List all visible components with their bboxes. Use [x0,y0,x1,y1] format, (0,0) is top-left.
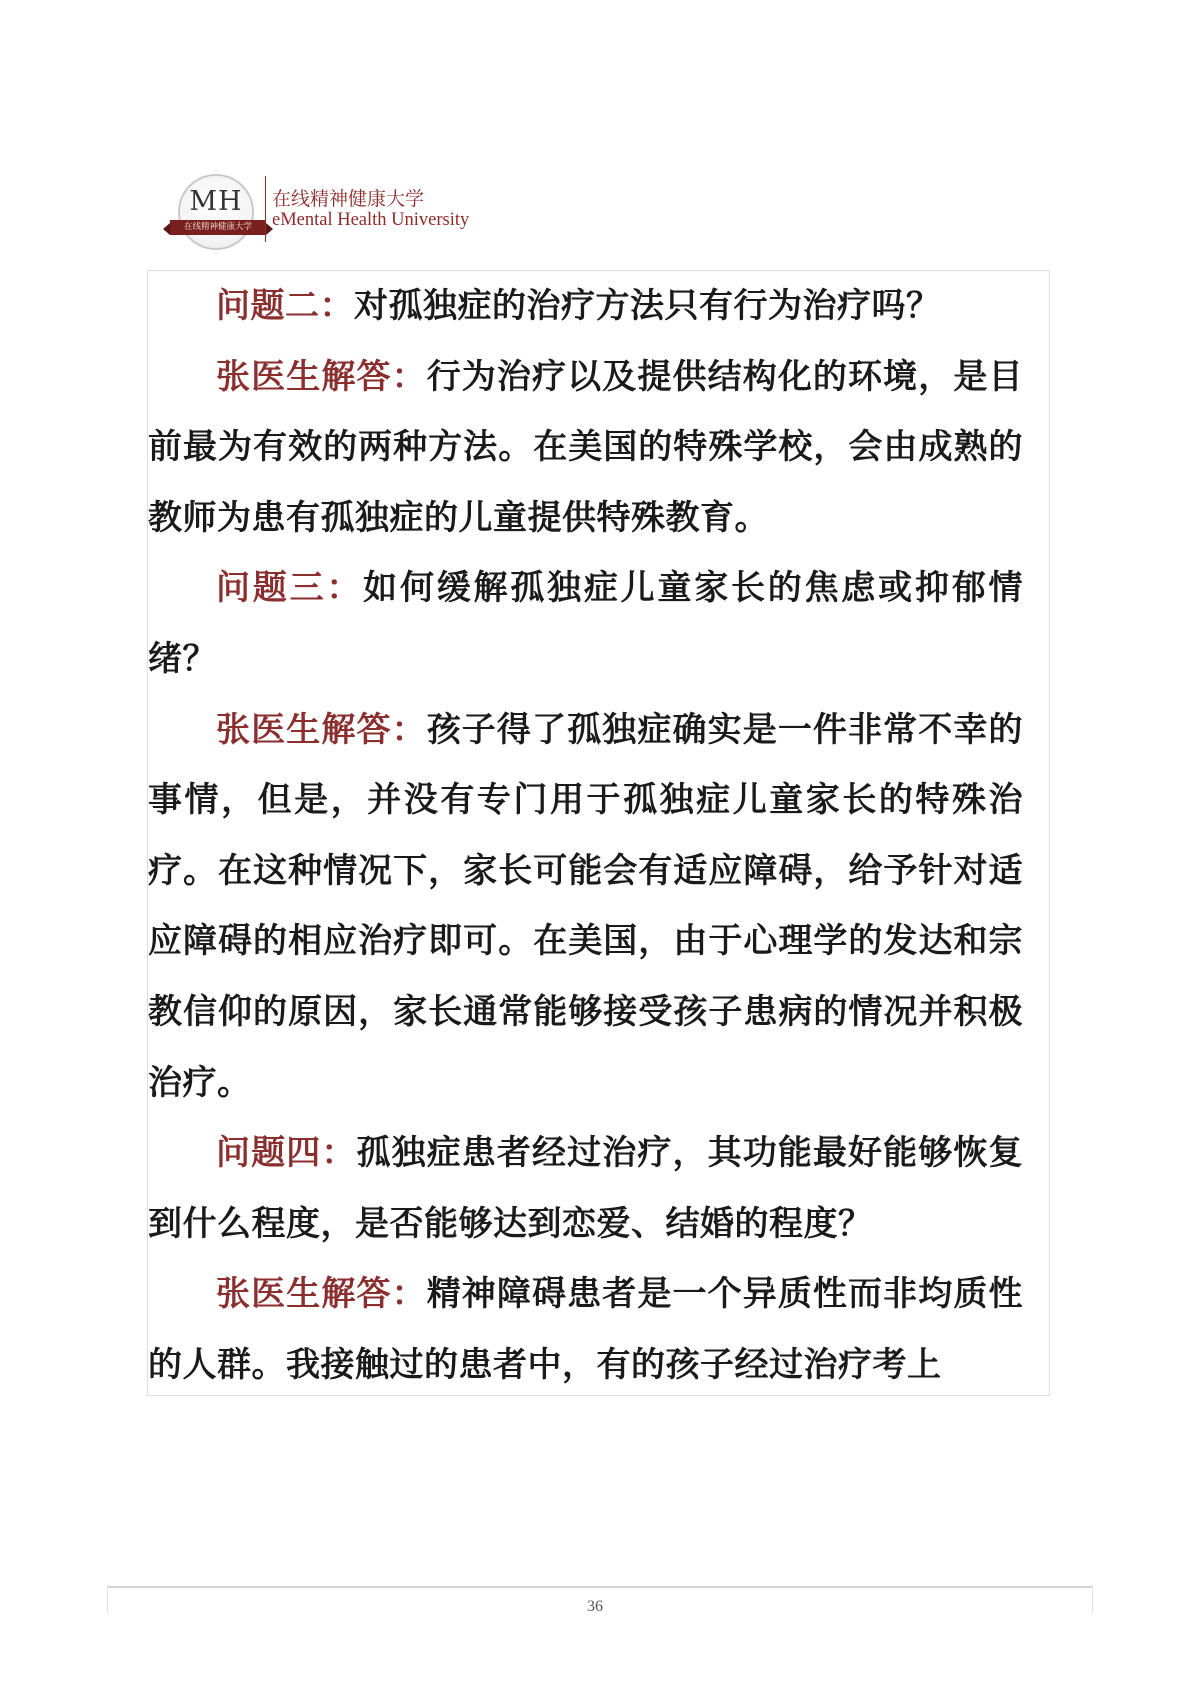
paragraph-question-2 [148,271,1023,342]
text-block [148,271,1023,1401]
question-label: 问题三： [216,568,364,609]
answer-label: 张医生解答： [216,356,427,397]
answer-label: 张医生解答： [216,709,427,750]
paragraph-answer-4 [148,1259,1023,1400]
question-label: 问题二： [216,286,354,326]
paragraph-question-4 [148,1118,1023,1259]
answer-text: 孩子得了孤独症确实是一件非常不幸的事情，但是，并没有专门用于孤独症儿童家长的特殊治疗。在这种情况下，家长可能会有适应障碍，给予针对适应障碍的相应治疗即可。在美国，由于心理学的发达和宗教信仰的原因，家长通常能够接受孩子患病的情况并积极治疗。 [148,709,1024,1103]
answer-label: 张医生解答： [216,1274,427,1315]
brand-name-chinese: 在线精神健康大学 [272,188,425,210]
brand-name-english: eMental Health University [272,210,470,230]
paragraph-question-3 [148,553,1023,694]
page-header [168,170,528,252]
answer-text: 精神障碍患者是一个异质性而非均质性的人群。我接触过的患者中，有的孩子经过治疗考上 [148,1274,1024,1385]
logo-divider [265,176,266,242]
question-text: 对孤独症的治疗方法只有行为治疗吗？ [354,286,941,326]
mh-logo-icon [178,174,254,250]
paragraph-answer-2 [148,342,1023,554]
logo-ribbon: 在线精神健康大学 [170,220,266,235]
question-label: 问题四： [216,1133,357,1174]
content-frame [147,270,1050,1396]
question-text: 孤独症患者经过治疗，其功能最好能够恢复到什么程度，是否能够达到恋爱、结婚的程度？ [148,1133,1024,1244]
question-text: 如何缓解孤独症儿童家长的焦虑或抑郁情绪？ [148,568,1024,679]
page-number: 36 [587,1598,603,1615]
paragraph-answer-3 [148,695,1023,1119]
answer-text: 行为治疗以及提供结构化的环境，是目前最为有效的两种方法。在美国的特殊学校，会由成熟的教师为患有孤独症的儿童提供特殊教育。 [148,356,1024,538]
logo-mh-text: MH [189,186,243,217]
